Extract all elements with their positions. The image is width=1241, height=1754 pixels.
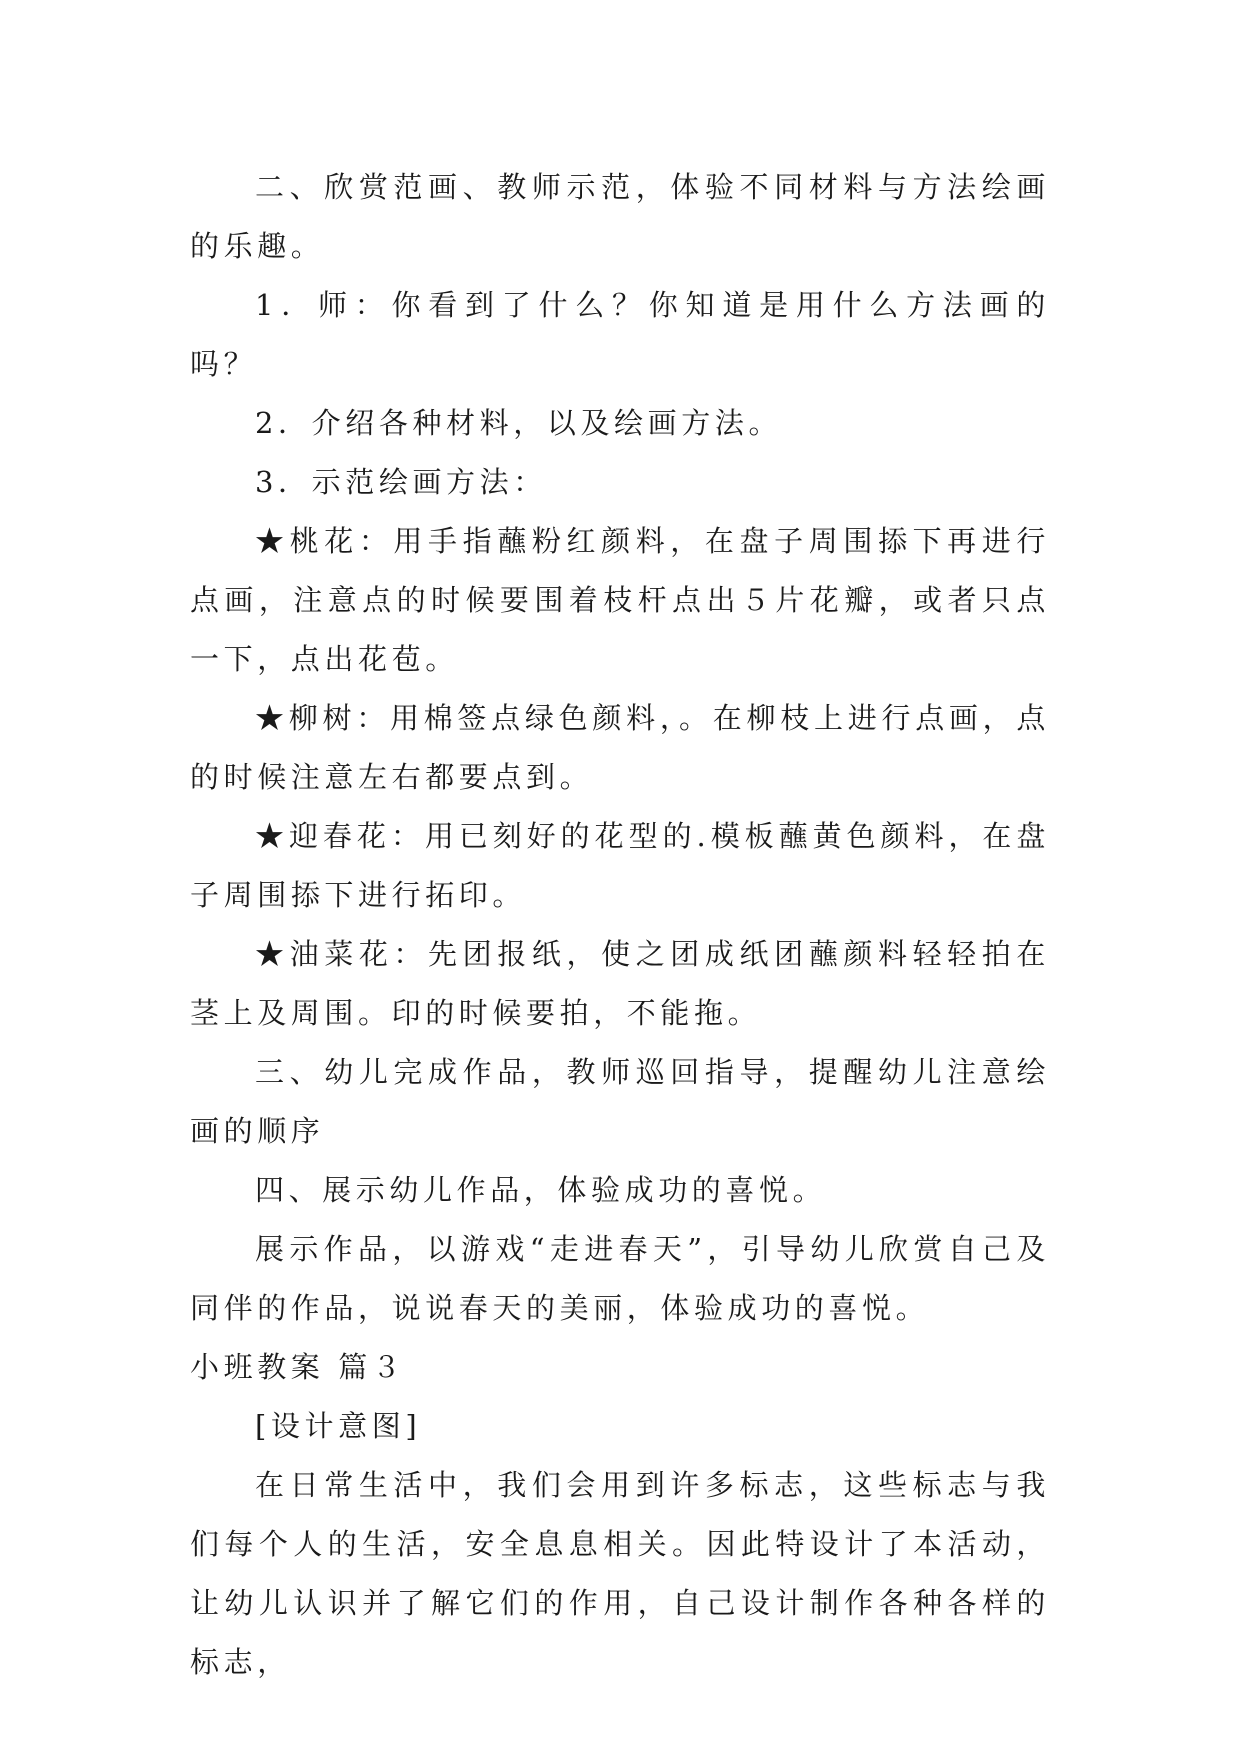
paragraph-winter-jasmine: ★迎春花：用已刻好的花型的.模板蘸黄色颜料，在盘子周围掭下进行拓印。 (190, 819, 1050, 912)
paragraph-section-2: 二、欣赏范画、教师示范，体验不同材料与方法绘画的乐趣。 (190, 170, 1050, 263)
paragraph-willow: ★柳树：用棉签点绿色颜料，。在柳枝上进行点画，点的时候注意左右都要点到。 (190, 701, 1050, 794)
paragraph-design-intent-label: [设计意图] (255, 1409, 422, 1443)
paragraph-display-works: 展示作品，以游戏“走进春天”，引导幼儿欣赏自己及同伴的作品，说说春天的美丽，体验成功的喜悦。 (190, 1232, 1050, 1325)
paragraph-design-intent: 在日常生活中，我们会用到许多标志，这些标志与我们每个人的生活，安全息息相关。因此特设计了本活动，让幼儿认识并了解它们的作用，自己设计制作各种各样的标志， (190, 1468, 1050, 1679)
paragraph-item-1: 1．师：你看到了什么？你知道是用什么方法画的吗？ (190, 288, 1050, 381)
paragraph-section-3: 三、幼儿完成作品，教师巡回指导，提醒幼儿注意绘画的顺序 (190, 1055, 1050, 1148)
paragraph-peach-blossom: ★桃花：用手指蘸粉红颜料，在盘子周围掭下再进行点画，注意点的时候要围着枝杆点出５片花瓣，或者只点一下，点出花苞。 (190, 524, 1050, 676)
paragraph-item-3: 3．示范绘画方法： (255, 465, 547, 499)
paragraph-section-4: 四、展示幼儿作品，体验成功的喜悦。 (255, 1173, 827, 1207)
paragraph-rapeseed-flower: ★油菜花：先团报纸，使之团成纸团蘸颜料轻轻拍在茎上及周围。印的时候要拍，不能拖。 (190, 937, 1050, 1030)
document-body (190, 158, 1050, 1692)
paragraph-item-2: 2．介绍各种材料，以及绘画方法。 (255, 406, 783, 440)
section-heading: 小班教案 篇３ (190, 1350, 406, 1384)
